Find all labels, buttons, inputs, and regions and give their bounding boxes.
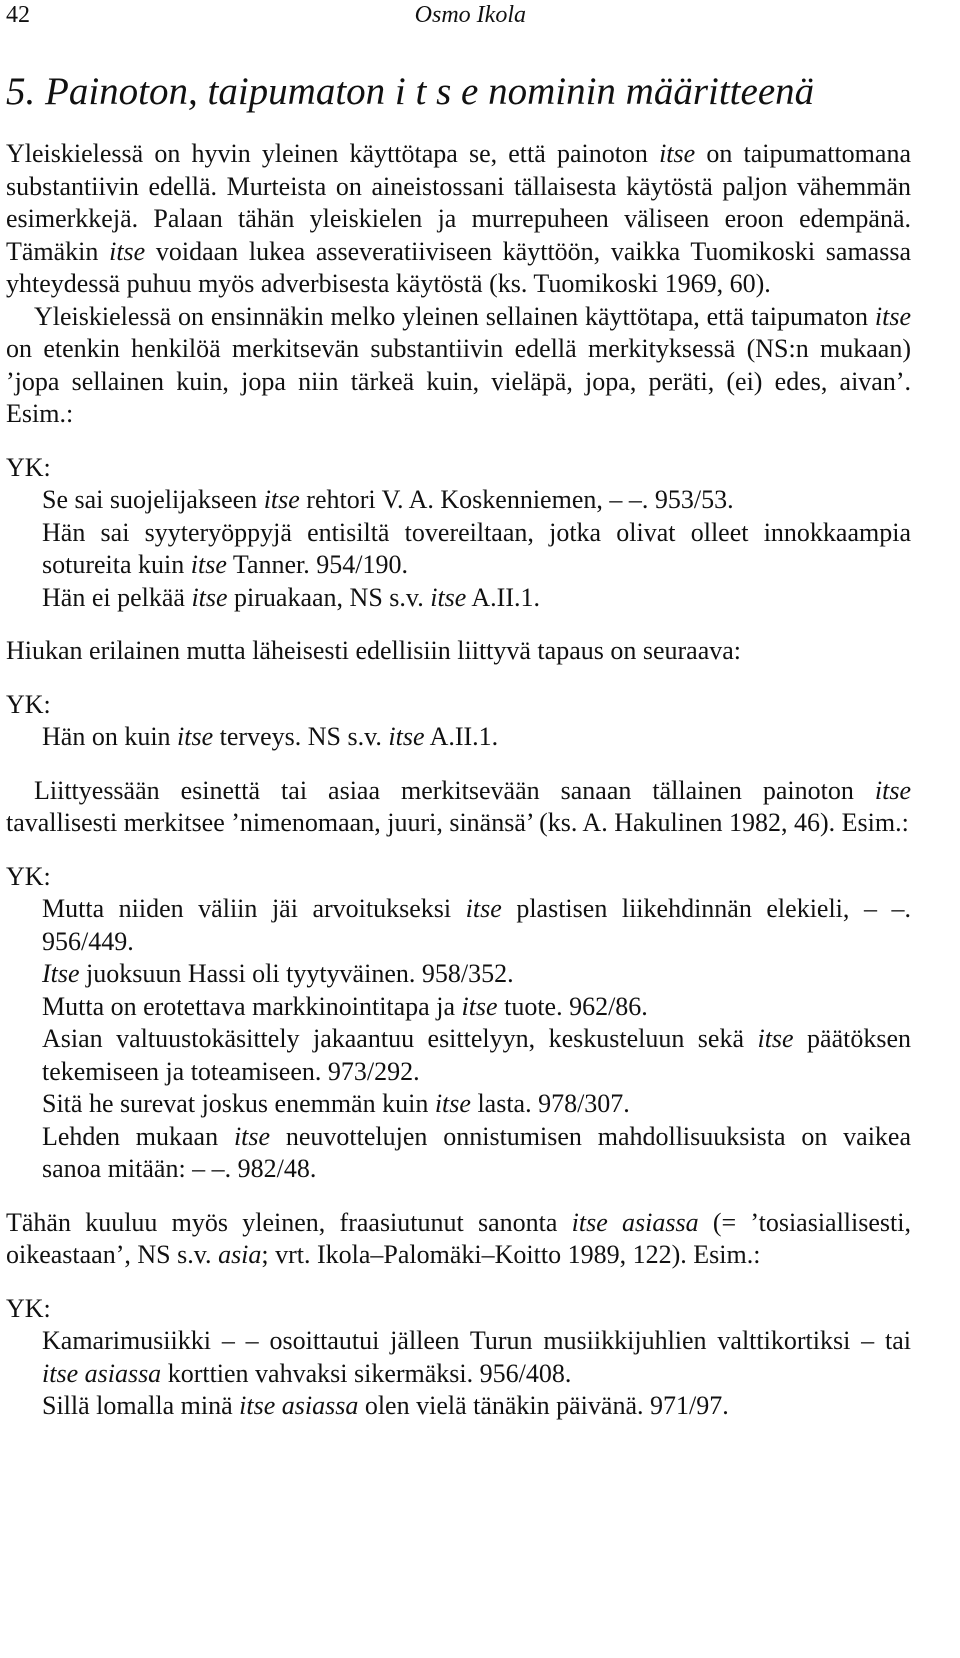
paragraph-itse-usage [6,138,911,301]
running-head: Osmo Ikola [414,2,526,28]
text-run: Asian valtuustokäsittely jakaantuu esittelyyn, keskusteluun sekä [42,1024,758,1053]
term-itse: itse [191,582,228,612]
text-run: on etenkin henkilöä merkitsevän substantiivin edellä merkityksessä (NS:n mukaan) ’jopa sellainen kuin, jopa niin tärkeä kuin, vieläpä, jopa, peräti, (ei) edes, aivan’. Esim.: [6,334,911,428]
term-itse: itse [109,236,146,266]
example-sentence [42,1390,911,1423]
example-sentence [42,517,911,582]
text-run: Mutta niiden väliin jäi arvoitukseksi [42,894,466,923]
example-source-label: YK: [6,1293,51,1323]
text-run: päätöksen tekemiseen ja toteamiseen. 973/292. [42,1024,911,1086]
text-run: plastisen liikehdinnän elekieli, – –. 956/449. [42,894,911,956]
term-itse: itse [263,485,300,514]
term-itse: itse [874,775,911,805]
text-run: Kamarimusiikki – – osoittautui jälleen Turun musiikkijuhlien valttikortiksi – tai [42,1326,911,1355]
text-run: Sillä lomalla minä [42,1391,240,1420]
page-header [6,2,526,32]
text-run: korttien vahvaksi sikermäksi. 956/408. [161,1358,572,1388]
text-run: A.II.1. [466,582,540,612]
example-sentence [42,893,911,958]
text-run: Tanner. 954/190. [226,550,408,579]
example-sentence [42,484,911,517]
text-run: A.II.1. [424,722,499,751]
term-itse: Itse [42,959,80,988]
text-run: terveys. NS s.v. [213,722,389,751]
term-itse: itse [177,722,214,751]
text-run: (= ’tosiasiallisesti, oikeastaan’, NS s.v. [6,1207,911,1269]
term-itse-asiassa: itse asiassa [42,1358,162,1388]
example-source-label: YK: [6,452,51,482]
text-run: lasta. 978/307. [470,1089,630,1118]
text-run: piruakaan, NS s.v. [227,582,431,612]
text-run: Hän ei pelkää [42,582,192,612]
text-run: Se sai suojelijakseen [42,485,264,514]
term-itse-asiassa: itse asiassa [239,1391,359,1420]
example-source-label: YK: [6,689,51,719]
body-text [6,70,912,1423]
term-itse: itse [430,582,467,612]
text-run: tuote. 962/86. [497,991,648,1021]
term-itse: itse [190,550,227,579]
term-itse: itse [757,1024,794,1053]
paragraph-meaning [6,301,911,431]
term-itse: itse [233,1121,271,1151]
text-run: tavallisesti merkitsee ’nimenomaan, juuri, sinänsä’ (ks. A. Hakulinen 1982, 46). Esim.: [6,808,909,837]
text-run: olen vielä tänäkin päivänä. 971/97. [358,1391,729,1420]
section-heading: 5. Painoton, taipumaton i t s e nominin määritteenä [6,70,815,113]
term-itse: itse [388,722,425,751]
paragraph-phrase-itse-asiassa [6,1207,911,1272]
text-run: neuvottelujen onnistumisen mahdollisuuksista on vaikea sanoa mitään: – –. 982/48. [42,1121,912,1183]
example-sentence [42,991,911,1024]
term-itse: itse [659,139,696,168]
example-group [6,484,911,614]
paragraph-related-case: Hiukan erilainen mutta läheisesti edellisiin liittyvä tapaus on seuraava: [6,636,742,665]
example-sentence [42,582,911,615]
example-source-label: YK: [6,861,51,891]
text-run: Yleiskielessä on hyvin yleinen käyttötapa se, että painoton [6,139,660,168]
example-sentence [42,1023,911,1088]
text-run: Hän on kuin [42,722,178,751]
page-number: 42 [6,2,30,28]
text-run: Yleiskielessä on ensinnäkin melko yleinen sellainen käyttötapa, että taipumaton [34,301,875,331]
text-run: Sitä he surevat joskus enemmän kuin [42,1089,435,1118]
term-itse-asiassa: itse asiassa [571,1207,699,1237]
text-run: on taipumattomana substantiivin edellä. Murteista on aineistossani tällaisesta käytöstä paljon vähemmän esimerkkejä. Palaan tähän yleiskielen ja murrepuheen väliseen eroon edempänä. Tämäkin [6,139,911,266]
example-sentence [42,1121,911,1186]
example-sentence [42,721,911,754]
example-sentence [42,1088,911,1121]
term-itse: itse [461,991,498,1021]
text-run: Tähän kuuluu myös yleinen, fraasiutunut sanonta [6,1207,572,1237]
example-group [6,893,911,1186]
example-sentence [42,1325,911,1390]
paragraph-namely-meaning [6,775,911,840]
text-run: Lehden mukaan [42,1121,234,1151]
term-itse: itse [874,301,911,331]
text-run: Liittyessään esinettä tai asiaa merkitsevään sanaan tällainen painoton [34,775,875,805]
text-run: Hän sai syyteryöppyjä entisiltä tovereiltaan, jotka olivat olleet innokkaampia sotureita kuin [42,517,911,579]
text-run: voidaan lukea asseveratiiviseen käyttöön, vaikka Tuomikoski samassa yhteydessä puhuu myös adverbisesta käytöstä (ks. Tuomikoski 1969, 60). [6,236,911,298]
text-run: juoksuun Hassi oli tyytyväinen. 958/352. [79,959,514,988]
term-itse: itse [465,894,502,923]
text-run: rehtori V. A. Koskenniemen, – –. 953/53. [299,485,734,514]
example-group [6,721,911,754]
text-run: ; vrt. Ikola–Palomäki–Koitto 1989, 122). Esim.: [261,1240,761,1269]
example-group [6,1325,911,1423]
term-itse: itse [434,1089,471,1118]
example-sentence [42,958,911,991]
text-run: Mutta on erotettava markkinointitapa ja [42,991,462,1021]
term-asia: asia [218,1240,262,1269]
